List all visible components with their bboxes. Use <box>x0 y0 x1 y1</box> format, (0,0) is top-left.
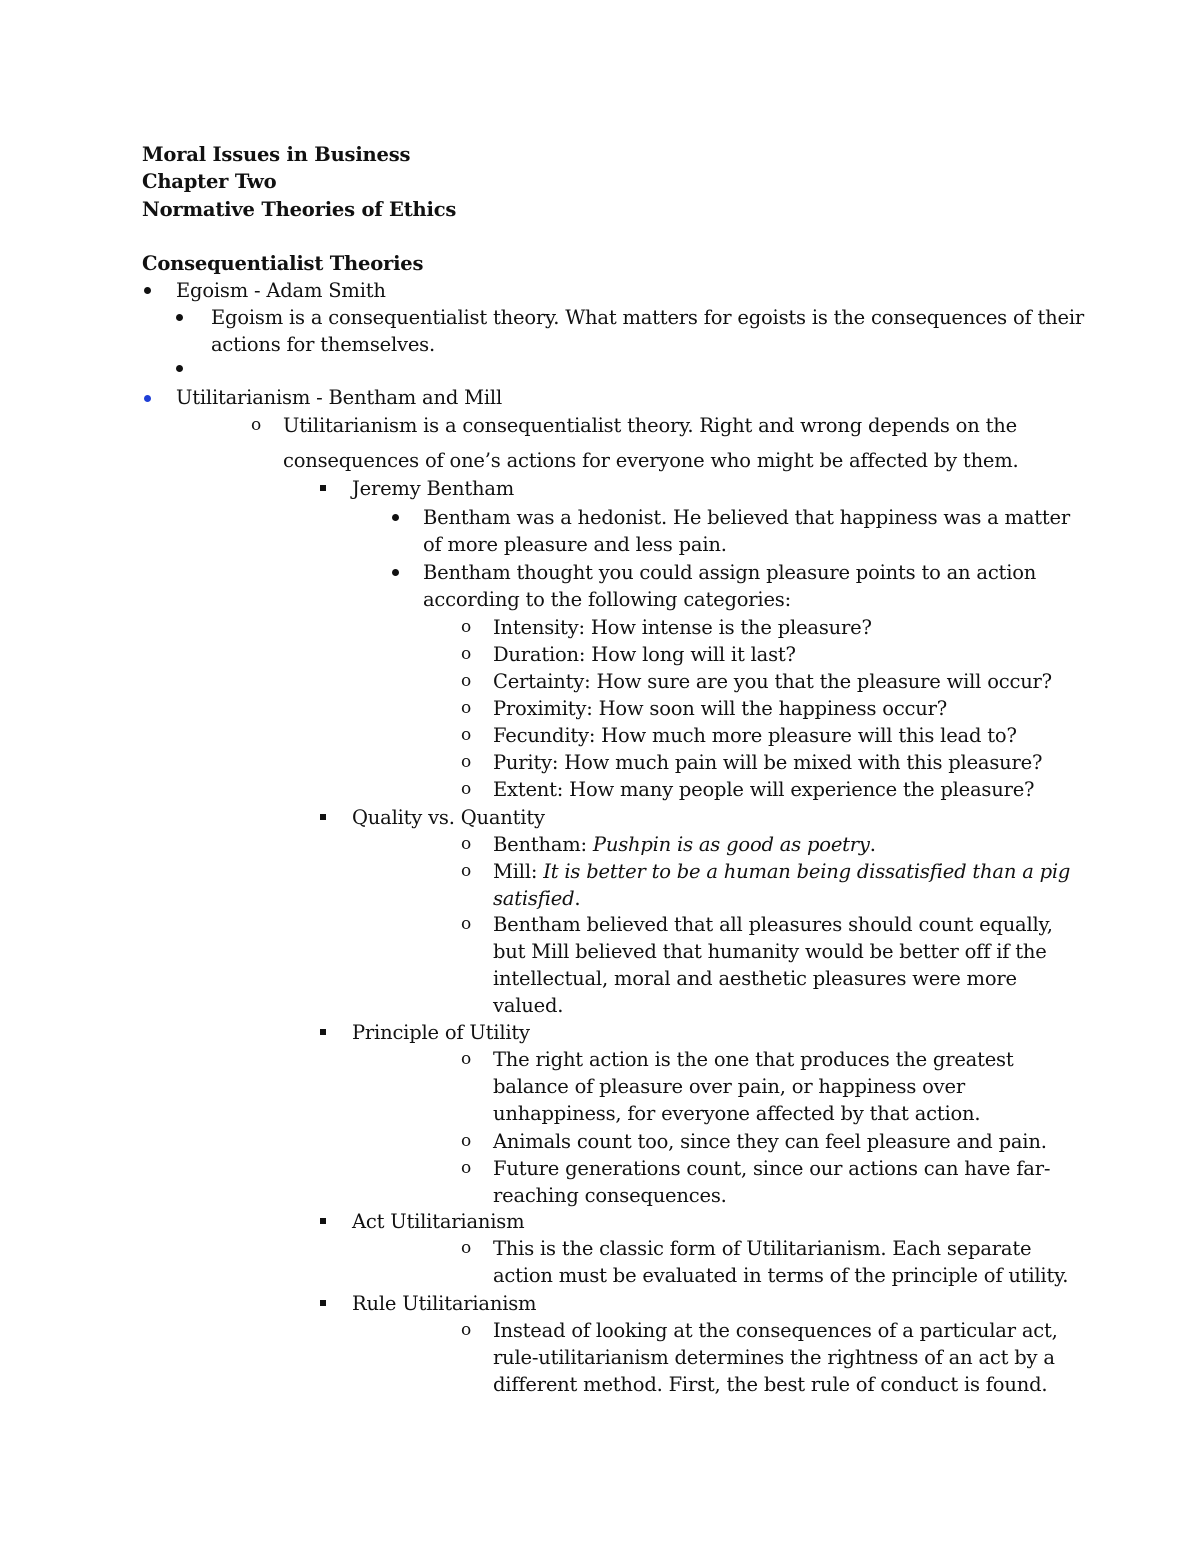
square-bullet-icon <box>320 485 326 491</box>
bentham-p2-line1: Bentham thought you could assign pleasure points to an action <box>423 561 1037 584</box>
bentham-p1-line1: Bentham was a hedonist. He believed that happiness was a matter <box>423 506 1071 529</box>
quality-bentham-quote: Bentham: Pushpin is as good as poetry. <box>493 833 876 856</box>
category-duration: Duration: How long will it last? <box>493 643 796 666</box>
utility-b1-line2: balance of pleasure over pain, or happiness over <box>493 1075 965 1098</box>
utility-b3-line1: Future generations count, since our actions can have far- <box>493 1157 1051 1180</box>
category-purity: Purity: How much pain will be mixed with this pleasure? <box>493 751 1043 774</box>
rule-label: Rule Utilitarianism <box>352 1292 537 1315</box>
utility-b2: Animals count too, since they can feel pleasure and pain. <box>493 1130 1047 1153</box>
quality-mill-quote-line1: Mill: It is better to be a human being dissatisfied than a pig <box>493 860 1071 883</box>
category-certainty: Certainty: How sure are you that the pleasure will occur? <box>493 670 1052 693</box>
document-title: Moral Issues in Business <box>142 143 411 166</box>
category-extent: Extent: How many people will experience the pleasure? <box>493 778 1035 801</box>
quality-label: Quality vs. Quantity <box>352 806 545 829</box>
circle-bullet-icon: o <box>461 1131 472 1151</box>
rule-b1-line3: different method. First, the best rule of conduct is found. <box>493 1373 1048 1396</box>
bullet-dot-icon <box>176 314 183 321</box>
circle-bullet-icon: o <box>461 1049 472 1069</box>
circle-bullet-icon: o <box>461 1158 472 1178</box>
circle-bullet-icon: o <box>461 725 472 745</box>
rule-b1-line1: Instead of looking at the consequences of a particular act, <box>493 1319 1058 1342</box>
bullet-dot-icon <box>176 365 183 372</box>
egoism-label: Egoism - Adam Smith <box>176 279 386 302</box>
category-proximity: Proximity: How soon will the happiness occur? <box>493 697 947 720</box>
circle-bullet-icon: o <box>461 752 472 772</box>
circle-bullet-icon: o <box>461 1320 472 1340</box>
utilitarianism-label: Utilitarianism - Bentham and Mill <box>176 386 502 409</box>
category-fecundity: Fecundity: How much more pleasure will this lead to? <box>493 724 1017 747</box>
section-heading: Consequentialist Theories <box>142 252 424 275</box>
utility-b1-line3: unhappiness, for everyone affected by that action. <box>493 1102 981 1125</box>
quality-b3-line4: valued. <box>493 994 564 1017</box>
egoism-desc-line1: Egoism is a consequentialist theory. What matters for egoists is the consequences of their <box>211 306 1085 329</box>
quality-b3-line2: but Mill believed that humanity would be better off if the <box>493 940 1047 963</box>
bullet-dot-icon <box>144 287 151 294</box>
rule-b1-line2: rule-utilitarianism determines the rightness of an act by a <box>493 1346 1055 1369</box>
circle-bullet-icon: o <box>461 834 472 854</box>
quality-b3-line3: intellectual, moral and aesthetic pleasures were more <box>493 967 1017 990</box>
bentham-p1-line2: of more pleasure and less pain. <box>423 533 727 556</box>
utility-b3-line2: reaching consequences. <box>493 1184 727 1207</box>
circle-bullet-icon: o <box>461 914 472 934</box>
circle-bullet-icon: o <box>461 861 472 881</box>
document-subtitle: Normative Theories of Ethics <box>142 198 457 221</box>
square-bullet-icon <box>320 814 326 820</box>
circle-bullet-icon: o <box>461 698 472 718</box>
act-b1-line2: action must be evaluated in terms of the principle of utility. <box>493 1264 1069 1287</box>
act-b1-line1: This is the classic form of Utilitarianism. Each separate <box>493 1237 1032 1260</box>
utility-label: Principle of Utility <box>352 1021 530 1044</box>
utilitarianism-desc-line2: consequences of one’s actions for everyone who might be affected by them. <box>283 449 1019 472</box>
square-bullet-icon <box>320 1218 326 1224</box>
utility-b1-line1: The right action is the one that produces the greatest <box>493 1048 1014 1071</box>
square-bullet-icon <box>320 1029 326 1035</box>
bentham-label: Jeremy Bentham <box>352 477 515 500</box>
utilitarianism-desc-line1: Utilitarianism is a consequentialist theory. Right and wrong depends on the <box>283 414 1017 437</box>
bullet-dot-icon <box>392 514 399 521</box>
circle-bullet-icon: o <box>461 617 472 637</box>
bentham-p2-line2: according to the following categories: <box>423 588 791 611</box>
bullet-dot-icon <box>392 569 399 576</box>
egoism-desc-line2: actions for themselves. <box>211 333 435 356</box>
square-bullet-icon <box>320 1300 326 1306</box>
circle-bullet-icon: o <box>461 644 472 664</box>
act-label: Act Utilitarianism <box>352 1210 525 1233</box>
circle-bullet-icon: o <box>461 779 472 799</box>
quality-mill-quote-line2: satisfied. <box>493 887 581 910</box>
chapter-label: Chapter Two <box>142 170 277 193</box>
circle-bullet-icon: o <box>461 1238 472 1258</box>
circle-bullet-icon: o <box>251 415 262 435</box>
bullet-dot-icon <box>144 395 151 402</box>
category-intensity: Intensity: How intense is the pleasure? <box>493 616 872 639</box>
quality-b3-line1: Bentham believed that all pleasures should count equally, <box>493 913 1053 936</box>
circle-bullet-icon: o <box>461 671 472 691</box>
